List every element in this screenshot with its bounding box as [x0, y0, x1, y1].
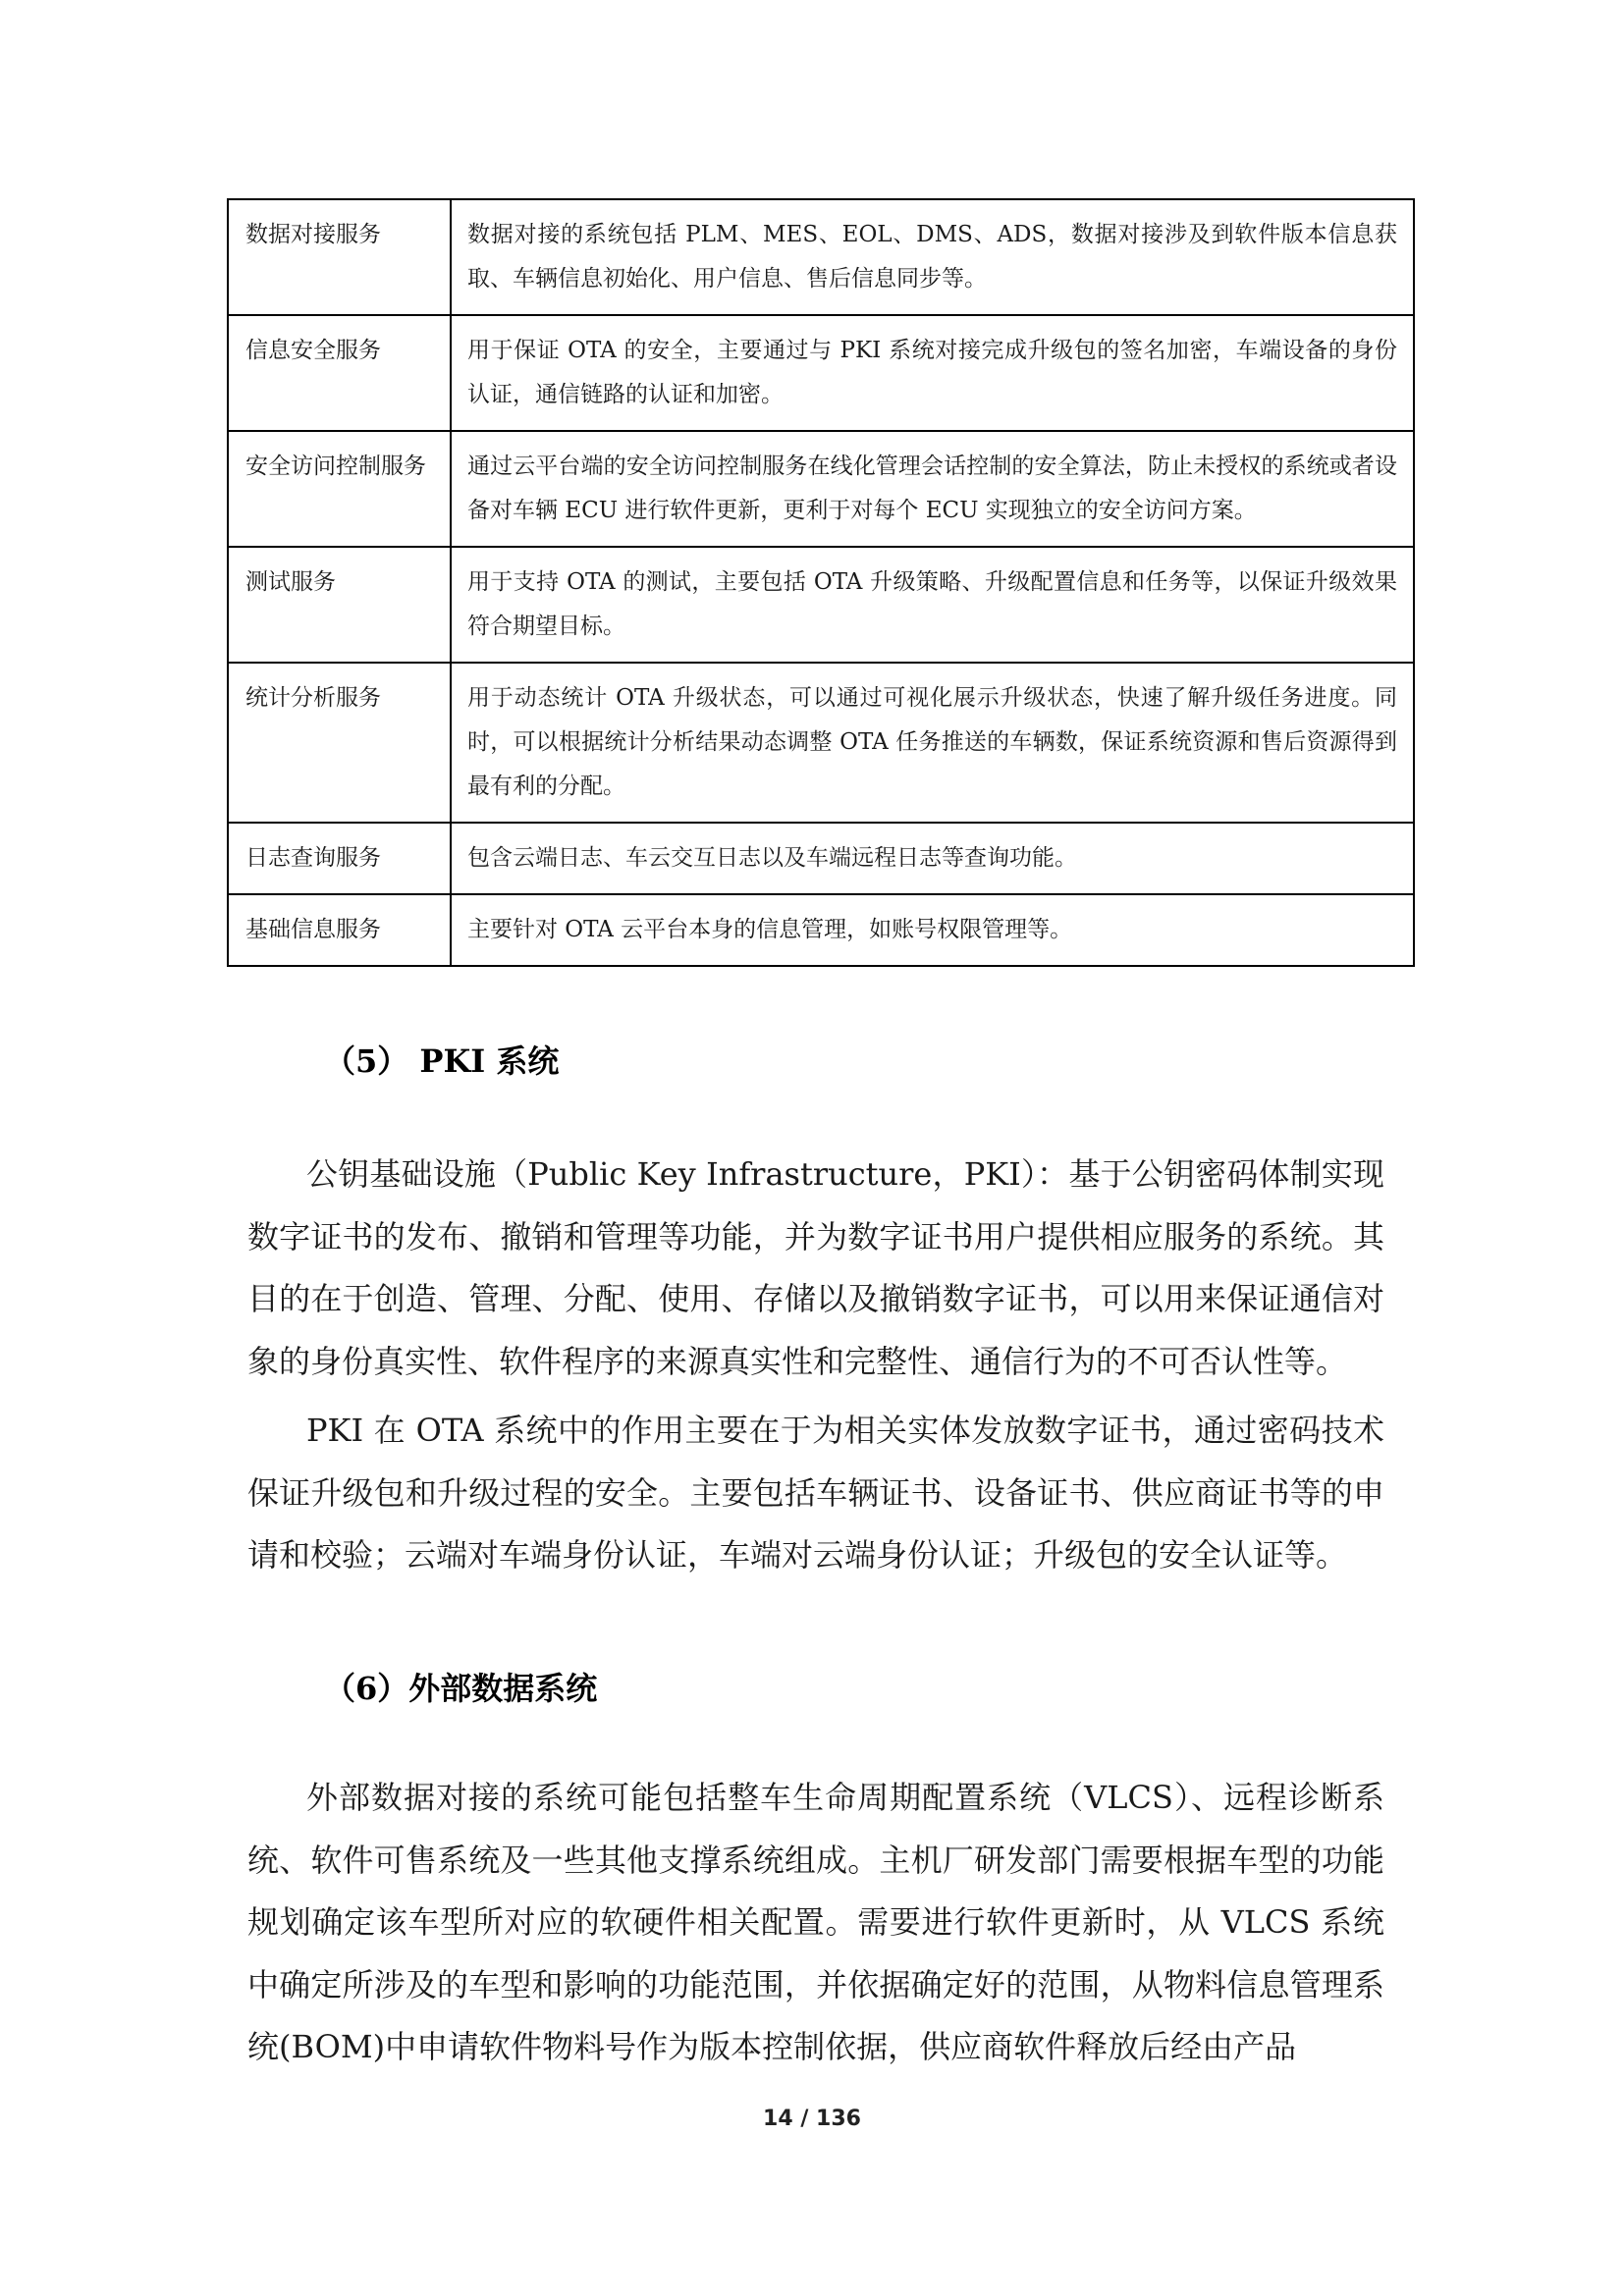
body-paragraph: 公钥基础设施（Public Key Infrastructure，PKI）：基于公钥密码体制实现数字证书的发布、撤销和管理等功能，并为数字证书用户提供相应服务的系统。其目的在于创造、管理、分配、使用、存储以及撤销数字证书，可以用来保证通信对象的身份真实性、软件程序的来源真实性和完整性、通信行为的不可否认性等。	[247, 1155, 1384, 1380]
body-paragraph: 外部数据对接的系统可能包括整车生命周期配置系统（VLCS）、远程诊断系统、软件可售系统及一些其他支撑系统组成。主机厂研发部门需要根据车型的功能规划确定该车型所对应的软硬件相关配置。需要进行软件更新时，从 VLCS 系统中确定所涉及的车型和影响的功能范围，并依据确定好的范围，从物料信息管理系统(BOM)中申请软件物料号作为版本控制依据，供应商软件释放后经由产品	[247, 1779, 1384, 2065]
service-name-cell: 信息安全服务	[228, 315, 451, 431]
ota-services-table	[227, 198, 1415, 967]
table-row	[228, 199, 1414, 315]
section-heading-pki: （5） PKI 系统	[324, 1042, 560, 1080]
service-name-cell: 日志查询服务	[228, 823, 451, 894]
service-name-cell: 统计分析服务	[228, 663, 451, 823]
section-heading-external-data: （6）外部数据系统	[324, 1670, 598, 1707]
table-row	[228, 547, 1414, 663]
table-row	[228, 823, 1414, 894]
service-description-cell: 用于动态统计 OTA 升级状态，可以通过可视化展示升级状态，快速了解升级任务进度。同时，可以根据统计分析结果动态调整 OTA 任务推送的车辆数，保证系统资源和售后资源得到最有利的分配。	[451, 663, 1414, 823]
table-row	[228, 315, 1414, 431]
service-description-cell: 通过云平台端的安全访问控制服务在线化管理会话控制的安全算法，防止未授权的系统或者设备对车辆 ECU 进行软件更新，更利于对每个 ECU 实现独立的安全访问方案。	[451, 431, 1414, 547]
service-description-cell: 包含云端日志、车云交互日志以及车端远程日志等查询功能。	[451, 823, 1414, 894]
service-description-cell: 数据对接的系统包括 PLM、MES、EOL、DMS、ADS，数据对接涉及到软件版本信息获取、车辆信息初始化、用户信息、售后信息同步等。	[451, 199, 1414, 315]
table-row	[228, 431, 1414, 547]
table-row	[228, 894, 1414, 966]
page-number: 14 / 136	[763, 2107, 861, 2131]
service-name-cell: 安全访问控制服务	[228, 431, 451, 547]
service-name-cell: 数据对接服务	[228, 199, 451, 315]
service-description-cell: 用于支持 OTA 的测试，主要包括 OTA 升级策略、升级配置信息和任务等，以保证升级效果符合期望目标。	[451, 547, 1414, 663]
service-name-cell: 基础信息服务	[228, 894, 451, 966]
service-description-cell: 主要针对 OTA 云平台本身的信息管理，如账号权限管理等。	[451, 894, 1414, 966]
service-name-cell: 测试服务	[228, 547, 451, 663]
body-paragraph: PKI 在 OTA 系统中的作用主要在于为相关实体发放数字证书，通过密码技术保证升级包和升级过程的安全。主要包括车辆证书、设备证书、供应商证书等的申请和校验；云端对车端身份认证，车端对云端身份认证；升级包的安全认证等。	[247, 1412, 1384, 1574]
table-row	[228, 663, 1414, 823]
service-description-cell: 用于保证 OTA 的安全，主要通过与 PKI 系统对接完成升级包的签名加密，车端设备的身份认证，通信链路的认证和加密。	[451, 315, 1414, 431]
